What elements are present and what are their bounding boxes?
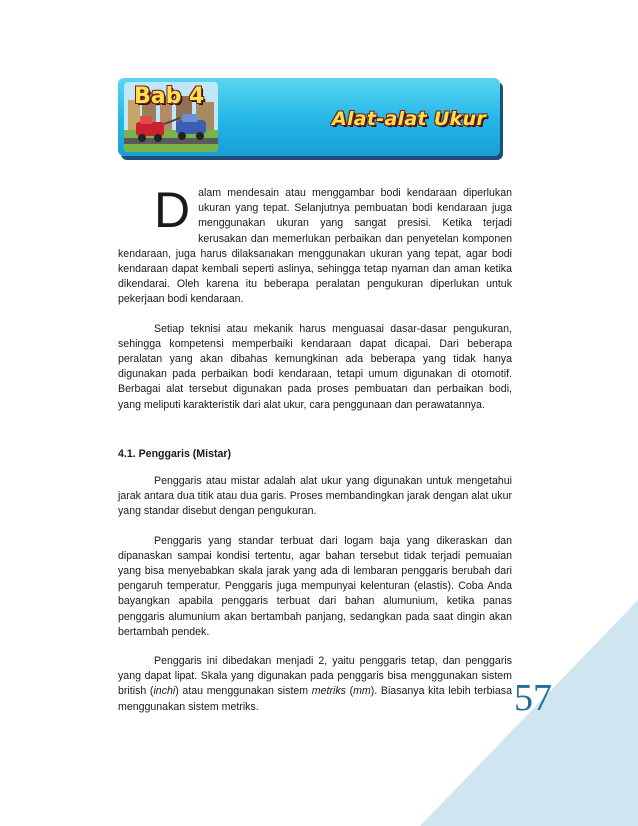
intro-paragraph-1-text: alam mendesain atau menggambar bodi kendaraan diperlukan ukuran yang tepat. Selanjutnya pembuatan bodi kendaraan juga menggunakan ukuran yang sangat presisi. Ketika terjadi kerusakan dan memerlukan perbaikan dan penyetelan komponen kendaraan, juga harus dilaksanakan menggunakan ukuran yang tepat, agar bodi kendaraan dapat kembali seperti aslinya, sehingga tetap nyaman dan aman ketika dikendarai. Oleh karena itu beberapa peralatan pengukuran diperlukan untuk pekerjaan bodi kendaraan.: [118, 187, 512, 306]
page-number: 57: [514, 677, 552, 719]
paragraph-3-part-4: ). Biasanya kita lebih terbiasa menggunakan sistem metriks.: [118, 685, 512, 713]
paragraph-3-part-1: Penggaris ini dibedakan menjadi 2, yaitu penggaris tetap, dan penggaris yang dapat lipat. Skala yang digunakan pada penggaris bisa menggunakan sistem british (: [118, 655, 512, 698]
drop-cap: D: [154, 182, 191, 238]
term-metriks: metriks: [311, 685, 346, 698]
term-inchi: inchi: [153, 685, 176, 698]
chapter-banner: [118, 78, 500, 156]
paragraph-3-part-2: ) atau menggunakan sistem: [175, 685, 312, 698]
chapter-title: Alat-alat Ukur: [331, 108, 486, 130]
chapter-label: Bab 4: [134, 84, 205, 109]
intro-paragraph-1: [118, 182, 512, 308]
section-paragraph-1: Penggaris atau mistar adalah alat ukur yang digunakan untuk mengetahui jarak antara dua titik atau dua garis. Proses membandingkan jarak dengan alat ukur yang standar disebut dengan pengukuran.: [118, 475, 512, 518]
section-paragraph-2: Penggaris yang standar terbuat dari logam baja yang dikeraskan dan dipanaskan sampai kondisi tertentu, agar bahan tersebut tidak terjadi pemuaian yang bisa menyebabkan skala jarak yang ada di lembaran penggaris berubah dari pengaruh temperatur. Penggaris juga mempunyai kelenturan (elastis). Coba Anda bayangkan apabila penggaris terbuat dari bahan alumunium, ketika panas penggaris alumunium akan bertambah panjang, sedangkan pada saat dingin akan bertambah pendek.: [118, 534, 512, 638]
chapter-illustration: [124, 82, 218, 152]
section-heading: 4.1. Penggaris (Mistar): [118, 447, 232, 460]
paragraph-3-part-3: (: [345, 685, 354, 698]
intro-paragraph-2: Setiap teknisi atau mekanik harus menguasai dasar-dasar pengukuran, sehingga kompetensi memperbaiki kendaraan dapat dicapai. Dari beberapa peralatan yang akan dibahas kemungkinan ada beberapa yang tidak hanya digunakan pada perbaikan bodi kendaraan, tetapi umum digunakan di otomotif. Berbagai alat tersebut digunakan pada proses pembuatan dan perbaikan bodi, yang meliputi karakteristik dari alat ukur, cara penggunaan dan perawatannya.: [118, 322, 512, 411]
term-mm: mm: [353, 685, 371, 698]
